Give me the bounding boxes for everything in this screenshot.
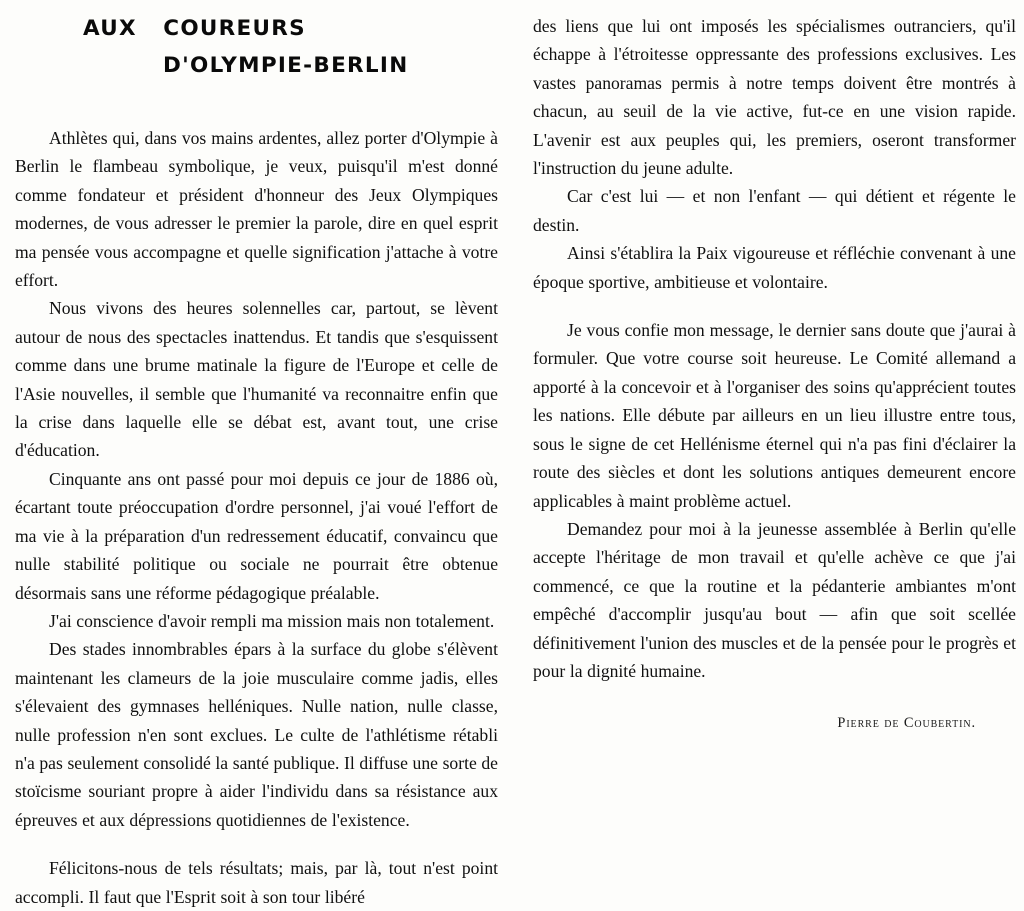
paragraph: Athlètes qui, dans vos mains ardentes, allez porter d'Olympie à Berlin le flambeau symbolique, je veux, puisqu'il m'est donné comme fondateur et président d'honneur des Jeux Olympiques modernes, de vous adresser le premier la parole, dire en quel esprit ma pensée vous accompagne et quelle signification j'attache à votre effort. [15,128,498,291]
paragraph: Félicitons-nous de tels résultats; mais, par là, tout n'est point accompli. Il faut que l'Esprit soit à son tour libéré [15,858,498,907]
paragraph: Ainsi s'établira la Paix vigoureuse et réfléchie convenant à une époque sportive, ambitieuse et volontaire. [533,243,1016,292]
paragraph: Des stades innombrables épars à la surface du globe s'élèvent maintenant les clameurs de la joie musculaire comme jadis, elles s'élevaient des gymnases helléniques. Nulle nation, nulle classe, nulle profession n'en sont exclues. Le culte de l'athlétisme rétabli n'a pas seulement consolidé la santé publique. Il diffuse une sorte de stoïcisme souriant propre à aider l'individu dans sa résistance aux épreuves et aux dépressions quotidiennes de l'existence. [15,639,498,830]
paragraph: Demandez pour moi à la jeunesse assemblée à Berlin qu'elle accepte l'héritage de mon travail et qu'elle achève ce que j'ai commencé, ce que la routine et la pédanterie ambiantes m'ont empêché d'accomplir jusqu'au bout — afin que soit scellée définitivement l'union des muscles et de la pensée pour le progrès et pour la dignité humaine. [533,518,1016,681]
paragraph: Cinquante ans ont passé pour moi depuis ce jour de 1886 où, écartant toute préoccupation d'ordre personnel, j'ai voué l'effort de ma vie à la préparation d'un redressement éducatif, convaincu que nulle stabilité politique ou sociale ne pourrait être obtenue désormais sans une réforme pédagogique préalable. [15,468,498,603]
paragraph: des liens que lui ont imposés les spécialismes outranciers, qu'il échappe à l'étroitesse oppressante des professions exclusives. Les vastes panoramas permis à notre temps doivent être montrés à chacun, au seuil de la vie active, fut-ce en une vision rapide. L'avenir est aux peuples qui, les premiers, oseront transformer l'instruction du jeune adulte. [533,16,1016,179]
right-text-column [533,12,1016,732]
paragraph: Nous vivons des heures solennelles car, partout, se lèvent autour de nous des spectacles inattendus. Et tandis que s'esquissent comme dans une brume matinale la figure de l'Europe et celle de l'Asie nouvelles, il semble que l'humanité va reconnaitre enfin que la crise dans laquelle elle se débat est, avant tout, une crise d'éducation. [15,298,498,461]
title-line-2: D'OLYMPIE-BERLIN [163,52,409,78]
author-signature: Pierre de Coubertin. [837,715,976,732]
page-title [15,18,505,76]
paragraph: Je vous confie mon message, le dernier sans doute que j'aurai à formuler. Que votre course soit heureuse. Le Comité allemand a apporté à la concevoir et à l'organiser des soins qu'apprécient toutes les nations. Elle débute par ailleurs en un lieu illustre entre tous, sous le signe de cet Hellénisme éternel qui n'a pas fini d'éclairer la route des siècles et dont les solutions antiques demeurent encore applicables à maint problème actuel. [533,320,1016,511]
left-text-column [15,124,498,911]
title-line-1: AUX COUREURS [83,16,306,41]
paragraph: Car c'est lui — et non l'enfant — qui détient et régente le destin. [533,186,1016,235]
paragraph: J'ai conscience d'avoir rempli ma mission mais non totalement. [49,610,495,631]
